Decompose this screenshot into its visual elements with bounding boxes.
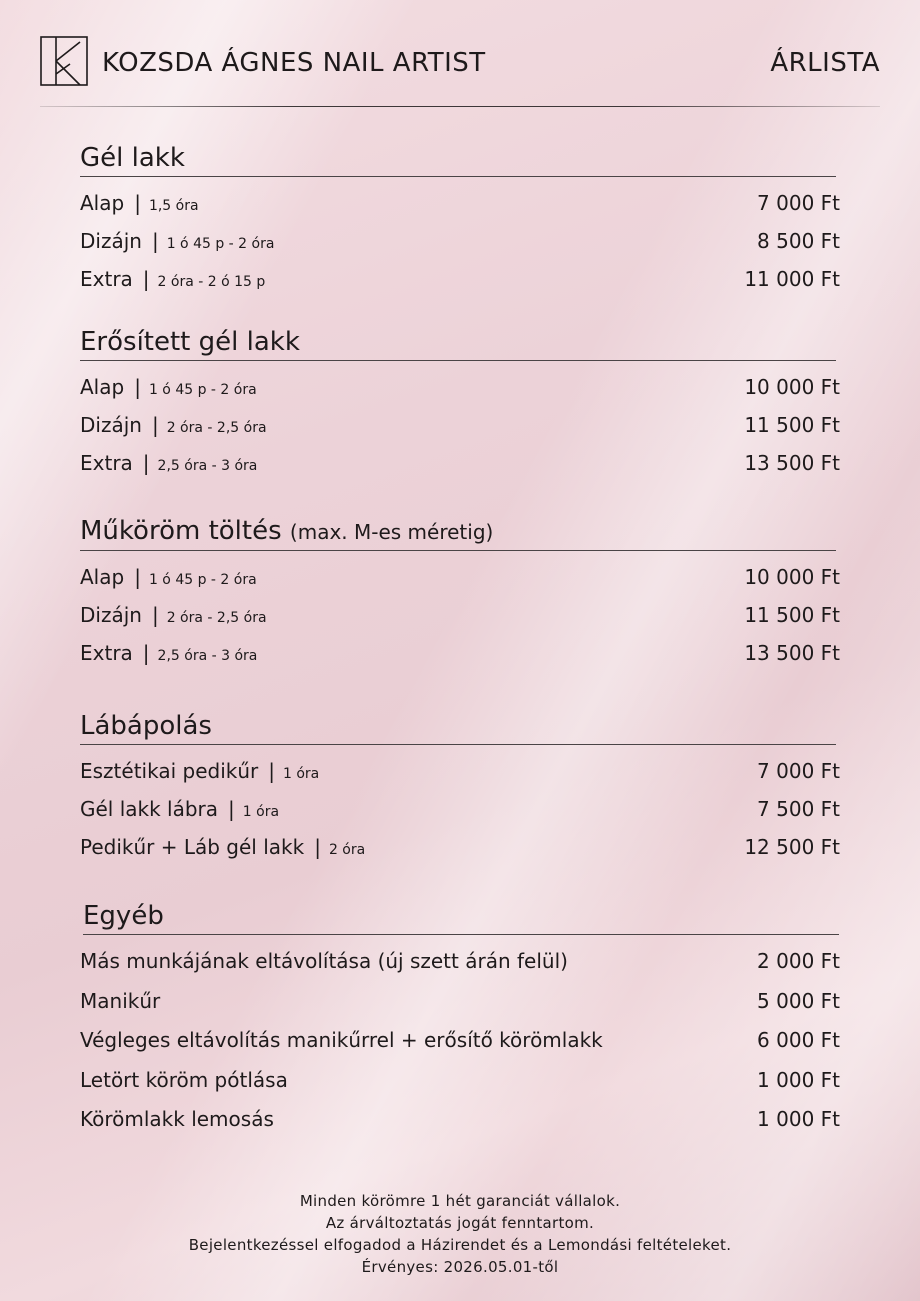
kv-monogram-icon xyxy=(40,36,88,86)
service-name: Dizájn xyxy=(80,413,142,437)
service-name: Esztétikai pedikűr xyxy=(80,759,259,783)
service-duration: 1 ó 45 p - 2 óra xyxy=(148,382,257,398)
service-name: Dizájn xyxy=(80,603,142,627)
service-duration: 1 óra xyxy=(242,804,280,820)
section-title: Gél lakk xyxy=(80,143,185,173)
section-note: (max. M-es méretig) xyxy=(289,520,494,544)
header xyxy=(40,36,880,88)
service-name: Letört köröm pótlása xyxy=(80,1067,288,1092)
separator: | xyxy=(151,413,159,437)
service-name: Gél lakk lábra xyxy=(80,797,219,821)
section-divider xyxy=(80,744,836,745)
service-duration: 1 óra xyxy=(282,766,320,782)
section-mukorom-toltes xyxy=(80,515,840,673)
price-row xyxy=(80,983,840,1023)
service-price: 5 000 Ft xyxy=(757,988,840,1013)
section-title: Egyéb xyxy=(83,901,164,931)
service-price: 13 500 Ft xyxy=(744,641,840,665)
price-row xyxy=(80,1062,840,1102)
separator: | xyxy=(151,229,159,253)
price-row xyxy=(80,369,840,407)
separator: | xyxy=(142,641,150,665)
separator: | xyxy=(134,191,141,215)
section-divider xyxy=(83,934,839,935)
service-price: 10 000 Ft xyxy=(744,565,840,589)
separator: | xyxy=(314,835,321,859)
separator: | xyxy=(134,375,141,399)
price-row xyxy=(80,943,840,983)
service-duration: 2 óra - 2,5 óra xyxy=(166,420,267,436)
price-row xyxy=(80,635,840,673)
separator: | xyxy=(151,603,159,627)
header-divider xyxy=(40,106,880,107)
price-row xyxy=(80,407,840,445)
separator: | xyxy=(134,565,141,589)
price-row xyxy=(80,753,840,791)
price-row xyxy=(80,829,840,867)
service-duration: 2 óra - 2,5 óra xyxy=(166,610,267,626)
footer-line: Érvényes: 2026.05.01-től xyxy=(361,1258,559,1276)
section-title: Lábápolás xyxy=(80,711,212,741)
section-divider xyxy=(80,360,836,361)
section-gel-lakk xyxy=(80,142,840,299)
service-duration: 1 ó 45 p - 2 óra xyxy=(166,236,275,252)
footer-notes xyxy=(0,1190,920,1278)
section-labapolas xyxy=(80,710,840,867)
section-title: Erősített gél lakk xyxy=(80,327,300,357)
footer-line: Minden körömre 1 hét garanciát vállalok. xyxy=(299,1192,621,1210)
brand-name: KOZSDA ÁGNES NAIL ARTIST xyxy=(102,48,486,78)
section-egyeb xyxy=(80,900,840,1141)
service-duration: 2,5 óra - 3 óra xyxy=(157,458,258,474)
price-row xyxy=(80,185,840,223)
price-row xyxy=(80,559,840,597)
service-price: 2 000 Ft xyxy=(757,949,840,973)
page-title: ÁRLISTA xyxy=(770,48,880,78)
section-divider xyxy=(80,550,836,551)
service-duration: 2 óra xyxy=(328,842,366,858)
price-row xyxy=(80,1101,840,1141)
service-price: 6 000 Ft xyxy=(757,1028,840,1052)
service-name: Extra xyxy=(80,451,133,475)
service-name: Más munkájának eltávolítása (új szett árán felül) xyxy=(80,949,568,973)
service-price: 1 000 Ft xyxy=(757,1107,840,1131)
service-name: Manikűr xyxy=(80,988,161,1013)
separator: | xyxy=(142,267,150,291)
service-price: 7 500 Ft xyxy=(757,797,840,821)
service-name: Extra xyxy=(80,267,133,291)
price-row xyxy=(80,445,840,483)
service-price: 13 500 Ft xyxy=(744,451,840,475)
service-duration: 2 óra - 2 ó 15 p xyxy=(157,274,266,290)
separator: | xyxy=(142,451,150,475)
service-name: Pedikűr + Láb gél lakk xyxy=(80,835,305,859)
service-name: Dizájn xyxy=(80,229,142,253)
service-price: 11 000 Ft xyxy=(744,267,840,291)
service-name: Végleges eltávolítás manikűrrel + erősítő körömlakk xyxy=(80,1028,603,1052)
service-name: Alap xyxy=(80,191,125,215)
service-duration: 1,5 óra xyxy=(148,198,199,214)
service-price: 11 500 Ft xyxy=(744,413,840,437)
service-price: 8 500 Ft xyxy=(757,229,840,253)
separator: | xyxy=(268,759,275,783)
price-row xyxy=(80,597,840,635)
footer-line: Az árváltoztatás jogát fenntartom. xyxy=(325,1214,595,1232)
service-price: 11 500 Ft xyxy=(744,603,840,627)
service-price: 7 000 Ft xyxy=(757,191,840,215)
service-name: Alap xyxy=(80,565,125,589)
footer-line: Bejelentkezéssel elfogadod a Házirendet és a Lemondási feltételeket. xyxy=(188,1236,732,1254)
price-row xyxy=(80,261,840,299)
price-row xyxy=(80,791,840,829)
separator: | xyxy=(228,797,235,821)
service-duration: 1 ó 45 p - 2 óra xyxy=(148,572,257,588)
section-divider xyxy=(80,176,836,177)
service-price: 7 000 Ft xyxy=(757,759,840,783)
service-name: Extra xyxy=(80,641,133,665)
service-duration: 2,5 óra - 3 óra xyxy=(157,648,258,664)
section-title: Műköröm töltés (max. M-es méretig) xyxy=(80,516,494,546)
service-price: 1 000 Ft xyxy=(757,1067,840,1092)
section-erositett-gel-lakk xyxy=(80,326,840,483)
service-price: 12 500 Ft xyxy=(744,835,840,859)
price-row xyxy=(80,1022,840,1062)
service-name: Körömlakk lemosás xyxy=(80,1107,274,1131)
service-price: 10 000 Ft xyxy=(744,375,840,399)
price-row xyxy=(80,223,840,261)
service-name: Alap xyxy=(80,375,125,399)
